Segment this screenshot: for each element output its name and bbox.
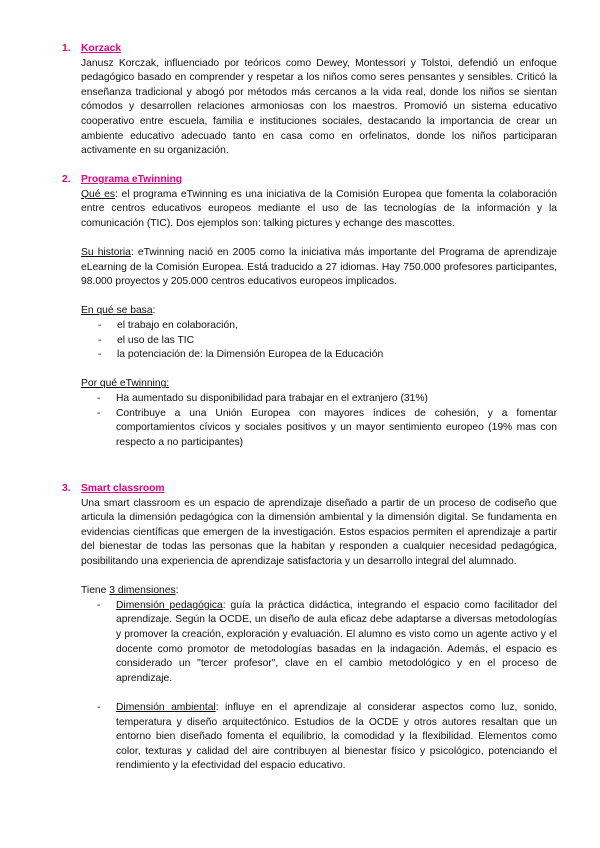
korczak-paragraph: Janusz Korczak, influenciado por teóricos como Dewey, Montessori y Tolstoi, defendió un enfoque pedagógico basado en comprender y respetar a los niños como seres pensantes y sensibles. Criticó la enseñanza tradicional y abogó por métodos más cercanos a la vida real, donde los niños se sientan cómodos y desarrollen relaciones armoniosas con los maestros. Promovió un sistema educativo cooperativo entre escuela, familia e instituciones sociales, destacando la importancia de crear un ambiente educativo adecuado tanto en casa como en orfelinatos, donde los niños participaran activamente en su organización. (81, 57, 557, 157)
historia-label: Su historia (81, 246, 131, 258)
section-number: 3. (62, 483, 71, 494)
dimension-text: : guía la práctica didáctica, integrando el espacio como facilitador del aprendizaje. Según la OCDE, un diseño de aula eficaz debe adaptarse a diversas metodologías y promover la creación, exploración y evaluación. El alumno es visto como un agente activo y el docente como promotor de metodologías basadas en la indagación. Además, el espacio es considerado un "tercer profesor", clave en el cambio metodológico y en el proceso de aprendizaje. (116, 599, 557, 684)
basa-heading (81, 304, 557, 319)
que-es-paragraph (81, 188, 557, 232)
section-number: 2. (62, 174, 71, 185)
basa-label: En qué se basa (81, 305, 153, 317)
que-es-label: Qué es (81, 188, 115, 200)
list-item (81, 599, 557, 687)
smart-intro-paragraph: Una smart classroom es un espacio de aprendizaje diseñado a partir de un proceso de codiseño que articula la dimensión pedagógica con la dimensión ambiental y la dimensión digital. Se fundamenta en evidencias científicas que emergen de la investigación. Estos espacios permiten el aprendizaje a partir del bienestar de todas las personas que la habitan y responden a cualquier necesidad pedagógica, posibilitando una experiencia de aprendizaje satisfactoria y un desarrollo integral del alumnado. (81, 497, 557, 567)
list-item (81, 701, 557, 774)
section-number: 1. (62, 43, 71, 54)
list-item: - Ha aumentado su disponibilidad para trabajar en el extranjero (31%) (81, 392, 557, 407)
tiene-prefix: Tiene (81, 585, 110, 597)
historia-text: : eTwinning nació en 2005 como la iniciativa más importante del Programa de aprendizaje eLearning de la Comisión Europea. Está traducido a 27 idiomas. Hay 750.000 profesores participantes, 98.000 proyectos y 205.000 centros educativos europeos implicados. (81, 246, 557, 288)
list-item: - la potenciación de: la Dimensión Europea de la Educación (81, 348, 557, 363)
que-es-text: : el programa eTwinning es una iniciativa de la Comisión Europea que fomenta la colaboración entre centros educativos europeos mediante el uso de las tecnologías de la información y la comunicación (TIC). Dos ejemplos son: talking pictures y echange des mascottes. (81, 188, 557, 229)
porque-label: Por qué eTwinning: (81, 378, 170, 390)
tiene-label: 3 dimensiones (109, 585, 176, 597)
dimension-label: Dimensión ambiental (116, 701, 216, 713)
section-title: Programa eTwinning (81, 174, 183, 185)
tiene-colon: : (175, 585, 179, 597)
section-title: Smart classroom (81, 483, 165, 494)
list-item: - el uso de las TIC (81, 334, 557, 349)
porque-list (81, 392, 557, 450)
dimensions-list (81, 599, 557, 774)
porque-heading (81, 377, 557, 392)
section-title: Korzack (81, 43, 122, 54)
list-item: - el trabajo en colaboración, (81, 319, 557, 334)
dimension-label: Dimensión pedagógica (116, 599, 223, 611)
basa-list (81, 319, 557, 363)
historia-paragraph (81, 246, 557, 290)
basa-colon: : (152, 305, 156, 317)
dimension-text: : influye en el aprendizaje al considerar aspectos como luz, sonido, temperatura y diseño arquitectónico. Estudios de la OCDE y otros autores resaltan que un entorno bien diseñado fomenta el equilibrio, la comodidad y la flexibilidad. Elementos como color, texturas y calidad del aire contribuyen al bienestar físico y psicológico, potenciando el rendimiento y la efectividad del espacio educativo. (116, 701, 557, 772)
tiene-heading (81, 584, 557, 599)
list-item: - Contribuye a una Unión Europea con mayores índices de cohesión, y a fomentar comportamientos cívicos y sociales positivos y un mayor sentimiento europeo (19% mas con respecto a no participantes) (81, 407, 557, 451)
